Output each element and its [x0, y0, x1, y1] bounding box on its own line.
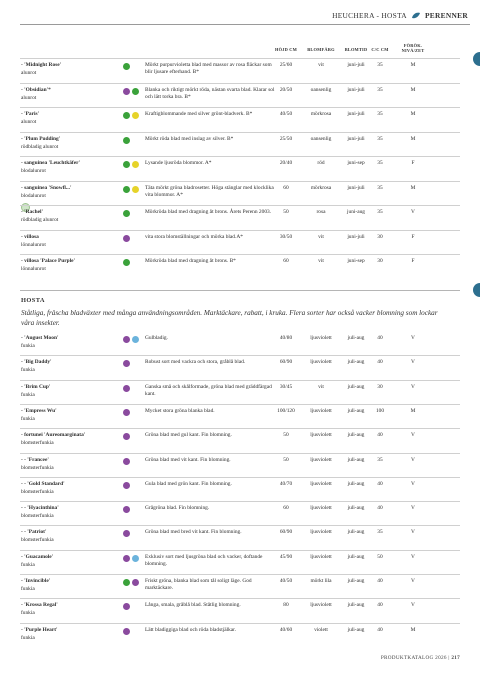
plant-common-name: blomsterfunkia	[21, 488, 54, 495]
flower-color-value: mörkrosa	[310, 184, 332, 191]
purple-dot-icon	[123, 506, 130, 513]
bloom-time-value: juli-aug	[347, 383, 365, 390]
page-footer: PRODUKTKATALOG 2026 | 217	[380, 655, 460, 661]
top-rule	[20, 24, 470, 25]
height-value: 50	[283, 209, 289, 215]
zone-value: M	[410, 135, 416, 142]
purple-dot-icon	[123, 530, 130, 537]
row-divider	[20, 623, 460, 624]
row-divider	[20, 501, 460, 502]
flower-color-value: vit	[318, 383, 324, 390]
site-indicator-dots	[123, 235, 130, 242]
purple-dot-icon	[123, 409, 130, 416]
plant-name: - 'Plum Pudding'	[21, 135, 61, 142]
purple-dot-icon	[132, 579, 139, 586]
height-value: 30/50	[279, 233, 293, 240]
zone-value: F	[411, 160, 415, 166]
purple-dot-icon	[123, 458, 130, 465]
plant-name: - fortunei 'Aureomarginata'	[21, 432, 86, 439]
site-indicator-dots	[123, 112, 139, 119]
spacing-value: 35	[377, 529, 383, 536]
spacing-value: 35	[377, 184, 383, 191]
plant-common-name: funkia	[21, 343, 35, 349]
spacing-value: 40	[377, 578, 383, 584]
blue-dot-icon	[132, 336, 139, 343]
site-indicator-dots	[123, 137, 130, 144]
col-pack-1: FÖRÖK.	[403, 43, 423, 48]
page-number: 217	[451, 655, 460, 661]
plant-common-name: rödbladig alunrot	[21, 217, 59, 223]
flower-color-value: oansenlig	[310, 135, 332, 142]
green-dot-icon	[123, 210, 130, 217]
plant-name: - 'Big Daddy'	[21, 359, 52, 366]
plant-description: Gröna blad med gul kant. Fin blomning.	[145, 432, 232, 439]
zone-value: V	[411, 359, 415, 366]
col-pack-2: NIVÅ/ZET	[401, 48, 425, 53]
plant-name: - sanguinea 'Snowfl...'	[21, 184, 72, 191]
flower-color-value: ljusviolett	[310, 505, 332, 512]
plant-description: Mycket stora gröna blanka blad.	[145, 407, 215, 414]
yellow-dot-icon	[132, 161, 139, 168]
plant-description: Mörkt purpurvioletta blad med massor av rosa fläckar som blir ljusare efterhand. B*	[145, 62, 272, 76]
plant-name: - - 'Francee'	[21, 456, 49, 463]
plant-description: Långa, smala, gråblå blad. Ståtlig blomning.	[145, 602, 241, 609]
site-indicator-dots	[123, 506, 130, 513]
yellow-dot-icon	[132, 186, 139, 193]
spacing-value: 35	[377, 62, 383, 68]
section-divider	[20, 290, 460, 291]
col-spacing: C/C CM	[371, 47, 389, 52]
row-divider	[20, 598, 460, 599]
purple-dot-icon	[123, 433, 130, 440]
plant-description: Täta mörkt gröna bladrosetter. Höga stänglar med klocklika vita blommor. A*	[145, 184, 274, 198]
flower-color-value: ljusviolett	[310, 359, 332, 366]
spacing-value: 40	[377, 626, 383, 633]
height-value: 40/80	[279, 335, 293, 341]
purple-dot-icon	[123, 555, 130, 562]
site-indicator-dots	[123, 555, 139, 562]
zone-value: M	[410, 626, 416, 633]
spacing-value: 35	[377, 135, 383, 142]
row-divider	[20, 525, 460, 526]
height-value: 60	[283, 184, 289, 191]
plant-common-name: funkia	[21, 634, 35, 641]
site-indicator-dots	[123, 63, 130, 70]
zone-value: V	[411, 432, 415, 439]
zone-value: V	[411, 578, 415, 584]
zone-value: M	[410, 86, 416, 93]
green-dot-icon	[123, 259, 130, 266]
green-dot-icon	[123, 161, 130, 168]
site-indicator-dots	[123, 603, 130, 610]
bloom-time-value: juli-aug	[347, 602, 365, 609]
plant-description: Gulbladig.	[145, 335, 168, 341]
height-value: 50	[283, 432, 289, 439]
row-divider	[20, 205, 460, 206]
flower-color-value: oansenlig	[310, 86, 332, 93]
plant-name: - 'August Moon'	[21, 335, 59, 341]
bloom-time-value: juli-aug	[347, 529, 365, 536]
spacing-value: 35	[377, 86, 383, 93]
zone-value: F	[411, 258, 415, 264]
plant-common-name: alunrot	[21, 70, 37, 76]
bloom-time-value: juli-aug	[347, 578, 365, 584]
plant-description: Mörkt röda blad med inslag av silver. B*	[145, 135, 234, 142]
row-divider	[20, 574, 460, 575]
site-indicator-dots	[123, 88, 139, 95]
flower-color-value: röd	[317, 160, 325, 166]
height-value: 50	[283, 456, 289, 463]
col-height: HÖJD CM	[274, 47, 297, 52]
purple-dot-icon	[123, 235, 130, 242]
plant-common-name: blomsterfunkia	[21, 464, 54, 471]
plant-description: Grågröna blad. Fin blomning.	[145, 505, 210, 512]
spacing-value: 30	[377, 258, 383, 264]
footer-text: PRODUKTKATALOG 2026	[380, 655, 447, 661]
bloom-time-value: juni-juli	[347, 62, 365, 68]
plant-description: Lysande ljusröda blommor. A*	[145, 160, 212, 166]
zone-value: V	[411, 529, 415, 536]
purple-dot-icon	[123, 336, 130, 343]
height-value: 60/90	[279, 359, 293, 366]
site-indicator-dots	[123, 186, 139, 193]
purple-dot-icon	[123, 360, 130, 367]
row-divider	[20, 132, 460, 133]
flower-color-value: ljusviolett	[310, 432, 332, 439]
plant-description: Gröna blad med bred vit kant. Fin blomning.	[145, 529, 242, 536]
bloom-time-value: juli-aug	[347, 480, 365, 487]
height-value: 60	[283, 258, 289, 264]
zone-value: V	[411, 553, 415, 560]
row-divider	[20, 58, 460, 59]
bloom-time-value: juli-aug	[347, 359, 365, 366]
spacing-value: 35	[377, 456, 383, 463]
plant-common-name: funkia	[21, 415, 35, 422]
zone-value: V	[411, 335, 415, 341]
bloom-time-value: juni-juli	[347, 135, 365, 142]
row-divider	[20, 380, 460, 381]
height-value: 40/50	[279, 111, 293, 117]
row-divider	[20, 550, 460, 551]
zone-value: M	[410, 62, 416, 68]
bloom-time-value: juni-juli	[347, 111, 365, 117]
plant-name: - 'Guacamole'	[21, 553, 54, 560]
spacing-value: 40	[377, 602, 383, 609]
flower-color-value: ljusviolett	[310, 407, 332, 414]
leaf-icon	[411, 12, 421, 19]
flower-color-value: ljusviolett	[310, 480, 332, 487]
plant-description: Exklusiv sort med ljusgröna blad och vacker, doftande blomning.	[145, 553, 263, 568]
zone-value: M	[410, 111, 416, 117]
purple-dot-icon	[123, 88, 130, 95]
bloom-time-value: juni-juli	[347, 184, 365, 191]
purple-dot-icon	[123, 603, 130, 610]
plant-name: - 'Empress Wu'	[21, 407, 57, 414]
bloom-time-value: juni-juli	[347, 86, 365, 93]
plant-description: Mörkröda blad med dragning åt brons. B*	[145, 258, 236, 264]
row-divider	[20, 355, 460, 356]
height-value: 20/50	[279, 86, 293, 93]
plant-name: - 'Rachel'	[21, 209, 44, 215]
flower-color-value: vit	[318, 258, 324, 264]
height-value: 40/70	[279, 480, 293, 487]
bloom-time-value: juli-aug	[347, 505, 365, 512]
plant-common-name: funkia	[21, 610, 35, 617]
height-value: 45/90	[279, 553, 293, 560]
flower-color-value: mörkrosa	[310, 111, 332, 117]
plant-common-name: blodalunrot	[21, 192, 46, 199]
blue-dot-icon	[132, 555, 139, 562]
zone-value: V	[411, 209, 415, 215]
bloom-time-value: juli-aug	[347, 626, 365, 633]
green-dot-icon	[123, 137, 130, 144]
height-value: 80	[283, 602, 289, 609]
bloom-time-value: juni-sep	[347, 160, 365, 166]
col-flower-color: BLOMFÄRG	[307, 47, 335, 52]
plant-common-name: funkia	[21, 586, 35, 592]
site-indicator-dots	[123, 530, 130, 537]
height-value: 60	[283, 505, 289, 512]
height-value: 20/40	[279, 160, 293, 166]
plant-name: - - 'Hyacinthina'	[21, 505, 59, 512]
spacing-value: 30	[377, 233, 383, 240]
site-indicator-dots	[123, 259, 130, 266]
green-dot-icon	[123, 579, 130, 586]
header-section: PERENNER	[424, 11, 468, 20]
bloom-time-value: juli-aug	[347, 553, 365, 560]
height-value: 25/50	[279, 135, 293, 142]
plant-common-name: rödbladig alunrot	[21, 143, 59, 150]
height-value: 30/45	[279, 383, 293, 390]
flower-color-value: violett	[314, 626, 328, 633]
plant-common-name: blodalunrot	[21, 168, 46, 174]
flower-color-value: ljusviolett	[310, 529, 332, 536]
plant-name: - - 'Patriot'	[21, 529, 47, 536]
plant-name: - 'Invincible'	[21, 578, 51, 584]
zone-value: M	[410, 184, 416, 191]
zone-value: V	[411, 480, 415, 487]
plant-common-name: lönnalunrot	[21, 241, 46, 248]
plant-name: - - 'Gold Standard'	[21, 480, 65, 487]
bloom-time-value: juli-aug	[347, 407, 365, 414]
plant-description: Gröna blad med vit kant. Fin blomning.	[145, 456, 231, 463]
site-indicator-dots	[123, 458, 130, 465]
plant-common-name: alunrot	[21, 94, 37, 101]
spacing-value: 100	[375, 407, 385, 414]
green-dot-icon	[123, 186, 130, 193]
spacing-value: 40	[377, 432, 383, 439]
plant-name: - 'Purple Heart'	[21, 626, 58, 633]
site-indicator-dots	[123, 579, 139, 586]
row-divider	[20, 453, 460, 454]
bloom-time-value: juli-aug	[347, 432, 365, 439]
zone-value: M	[410, 407, 416, 414]
green-dot-icon	[132, 88, 139, 95]
plant-description: Mörkröda blad med dragning åt brons. Årets Perenn 2003.	[145, 209, 272, 215]
zone-value: V	[411, 505, 415, 512]
plant-name: - villosa 'Palace Purple'	[21, 258, 76, 264]
plant-common-name: lönnalunrot	[21, 266, 46, 272]
header-category: HEUCHERA - HOSTA	[332, 11, 407, 20]
plant-common-name: blomsterfunkia	[21, 440, 54, 447]
plant-name: - 'Krossa Regal'	[21, 602, 58, 609]
side-tab-marker	[473, 283, 480, 297]
purple-dot-icon	[123, 385, 130, 392]
flower-color-value: vit	[318, 233, 324, 240]
plant-description: Lätt bladiggiga blad och röda bladstjälkar.	[145, 626, 237, 633]
hosta-section-title: HOSTA	[21, 297, 45, 304]
plant-description: Robust sort med vackra och stora, gråblå blad.	[145, 359, 246, 366]
site-indicator-dots	[123, 433, 130, 440]
bloom-time-value: juni-juli	[347, 233, 365, 240]
flower-color-value: ljusviolett	[310, 553, 332, 560]
height-value: 25/60	[279, 62, 293, 68]
site-indicator-dots	[123, 336, 139, 343]
plant-description: Ganska små och skålformade, gröna blad med gräddfärgad kant.	[145, 383, 272, 397]
site-indicator-dots	[123, 161, 139, 168]
zone-value: V	[411, 602, 415, 609]
col-bloom-time: BLOMTID	[344, 47, 368, 52]
zone-value: V	[411, 456, 415, 463]
spacing-value: 40	[377, 359, 383, 366]
plant-name: - 'Obsidian'*	[21, 86, 51, 93]
row-divider	[20, 254, 460, 255]
spacing-value: 50	[377, 553, 383, 560]
flower-color-value: mörkt lila	[310, 578, 332, 584]
bloom-time-value: juli-aug	[347, 456, 365, 463]
row-divider	[20, 230, 460, 231]
purple-dot-icon	[123, 482, 130, 489]
row-divider	[20, 83, 460, 84]
plant-description: Gula blad med grön kant. Fin blomning.	[145, 480, 232, 487]
bloom-time-value: juni-aug	[347, 209, 365, 215]
plant-common-name: funkia	[21, 367, 35, 374]
height-value: 100/120	[277, 407, 295, 414]
spacing-value: 30	[377, 383, 383, 390]
site-indicator-dots	[123, 628, 130, 635]
site-indicator-dots	[123, 482, 130, 489]
spacing-value: 35	[377, 111, 383, 117]
green-dot-icon	[123, 112, 130, 119]
height-value: 60/90	[279, 529, 293, 536]
spacing-value: 40	[377, 335, 383, 341]
green-dot-icon	[123, 63, 130, 70]
height-value: 40/50	[279, 578, 293, 584]
bloom-time-value: juli-aug	[347, 335, 365, 341]
site-indicator-dots	[123, 360, 130, 367]
plant-name: - sanguinea 'Leuchtkäfer'	[21, 160, 80, 166]
zone-value: F	[411, 233, 415, 240]
height-value: 40/60	[279, 626, 293, 633]
spacing-value: 40	[377, 480, 383, 487]
plant-common-name: funkia	[21, 391, 35, 398]
row-divider	[20, 404, 460, 405]
spacing-value: 35	[377, 209, 383, 215]
plant-name: - 'Midnight Rose'	[21, 62, 62, 68]
plant-description: Friskt gröna, blanka blad som tål soligt läge. God marktäckare.	[145, 578, 252, 592]
bloom-time-value: juni-sep	[347, 258, 365, 264]
plant-common-name: blomsterfunkia	[21, 513, 54, 520]
spacing-value: 40	[377, 505, 383, 512]
plant-description: Blanka och riktigt mörkt röda, nästan svarta blad. Klarar sol och lätt torka bra. B*	[145, 86, 275, 100]
plant-common-name: blomsterfunkia	[21, 537, 54, 544]
plant-description: vita stora blomställningar och mörka blad.A*	[145, 233, 243, 240]
row-divider	[20, 181, 460, 182]
row-divider	[20, 428, 460, 429]
plant-name: - 'Paris'	[21, 111, 40, 117]
spacing-value: 35	[377, 160, 383, 166]
flower-color-value: ljusviolett	[310, 602, 332, 609]
zone-value: V	[411, 383, 415, 390]
hosta-intro-text: Ståtliga, fräscha bladväxter med många användningsområden. Marktäckare, rabatt, i kruka. Flera sorter har också vacker blomning som lockar våra insekter.	[21, 309, 438, 327]
site-indicator-dots	[123, 210, 130, 217]
site-indicator-dots	[123, 385, 130, 392]
plant-name: - villosa	[21, 233, 39, 240]
site-indicator-dots	[123, 409, 130, 416]
flower-color-value: ljusviolett	[310, 456, 332, 463]
plant-common-name: funkia	[21, 561, 35, 568]
purple-dot-icon	[123, 628, 130, 635]
plant-description: Kraftigblommande med silver grönt-bladverk. B*	[145, 111, 253, 117]
flower-color-value: vit	[318, 62, 324, 68]
row-divider	[20, 107, 460, 108]
yellow-dot-icon	[132, 112, 139, 119]
row-divider	[20, 156, 460, 157]
flower-color-value: rosa	[316, 209, 326, 215]
page-header	[332, 11, 468, 20]
plant-name: - 'Brim Cup'	[21, 383, 51, 390]
row-divider	[20, 477, 460, 478]
plant-common-name: alunrot	[21, 119, 37, 125]
flower-color-value: ljusviolett	[310, 335, 332, 341]
